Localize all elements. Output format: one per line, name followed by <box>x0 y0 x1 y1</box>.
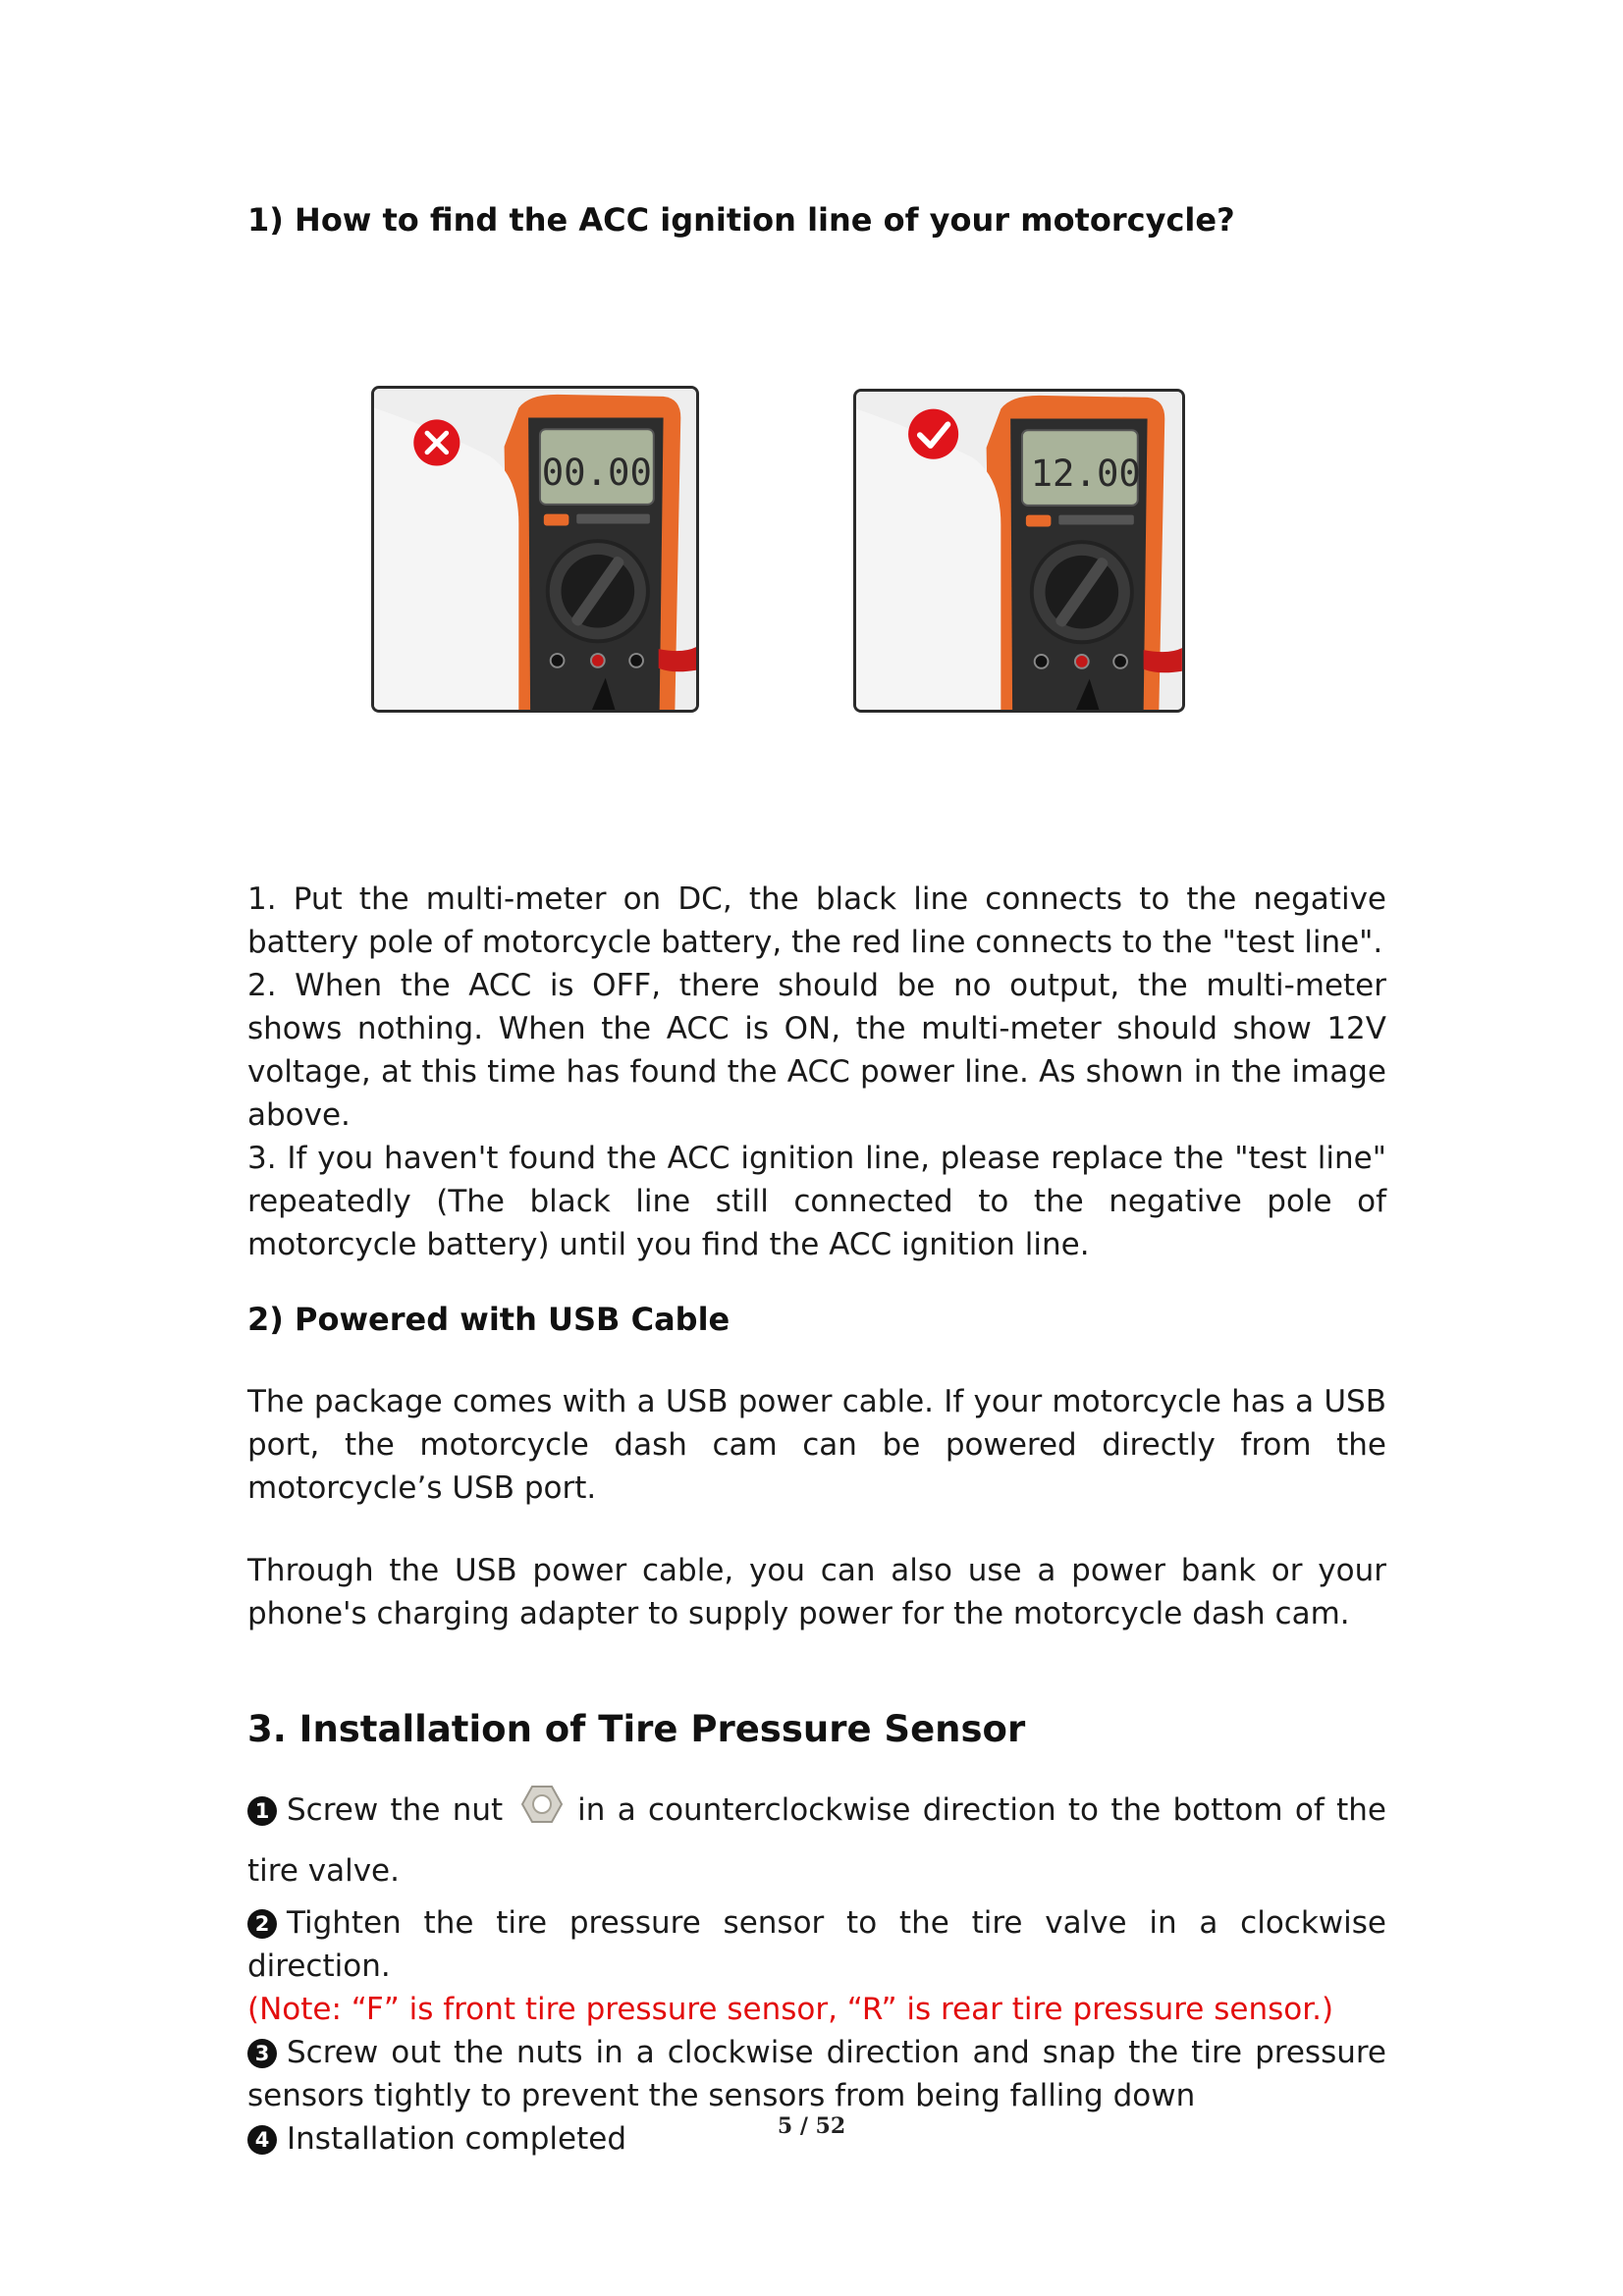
section-3-heading-wrap <box>247 1708 1386 1750</box>
power-bank-paragraph: Through the USB power cable, you can also use a power bank or your phone's charging adapter to supply power for the motorcycle dash cam. <box>247 1553 1386 1631</box>
tire-step-4-text: Installation completed <box>287 2121 627 2157</box>
step-badge-1: 1 <box>247 1796 277 1826</box>
nut-icon <box>520 1784 564 1823</box>
tire-step-1-text-a: Screw the nut <box>287 1792 504 1828</box>
step-badge-2: 2 <box>247 1909 277 1939</box>
section-1-step-1: 1. Put the multi-meter on DC, the black line connects to the negative battery pole of motorcycle battery, the red line connects to the "test line". <box>247 881 1386 960</box>
section-1-steps <box>247 878 1386 1266</box>
check-icon <box>908 409 958 459</box>
multimeter-image-wrong <box>371 386 699 713</box>
tire-step-2 <box>247 1901 1386 1988</box>
tire-step-1-text-b: in a counterclockwise direction to the bottom of the tire valve. <box>247 1792 1386 1889</box>
meter-display-text: 12.00 <box>1030 452 1141 496</box>
section-1-step-2: 2. When the ACC is OFF, there should be no output, the multi-meter shows nothing. When the ACC is ON, the multi-meter should show 12V voltage, at this time has found the ACC power line. As shown in the image above. <box>247 968 1386 1133</box>
section-3-heading: 3. Installation of Tire Pressure Sensor <box>247 1708 1026 1750</box>
step-badge-4: 4 <box>247 2125 277 2155</box>
tire-step-3 <box>247 2031 1386 2117</box>
section-1-step-3: 3. If you haven't found the ACC ignition line, please replace the "test line" repeatedly (The black line still connected to the negative pole of motorcycle battery) until you find the ACC ignition line. <box>247 1141 1386 1262</box>
multimeter-image-correct <box>853 389 1185 713</box>
page-number: 5 / 52 <box>777 2113 846 2139</box>
tire-step-3-text: Screw out the nuts in a clockwise direction and snap the tire pressure sensors tightly to prevent the sensors from being falling down <box>247 2035 1386 2113</box>
section-3-steps <box>247 1780 1386 2161</box>
tire-step-1 <box>247 1780 1386 1901</box>
section-1-heading: 1) How to find the ACC ignition line of your motorcycle? <box>247 201 1235 239</box>
section-2-heading: 2) Powered with USB Cable <box>247 1301 730 1338</box>
section-1-heading-wrap <box>247 201 1386 239</box>
tire-note: (Note: “F” is front tire pressure sensor, “R” is rear tire pressure sensor.) <box>247 1992 1334 2027</box>
section-2-paragraph-1 <box>247 1380 1386 1510</box>
section-2-paragraph-2 <box>247 1549 1386 1635</box>
usb-cable-paragraph: The package comes with a USB power cable. If your motorcycle has a USB port, the motorcycle dash cam can be powered directly from the motorcycle’s USB port. <box>247 1384 1386 1506</box>
tire-step-2-text: Tighten the tire pressure sensor to the tire valve in a clockwise direction. <box>247 1905 1386 1984</box>
meter-display-text: 00.00 <box>541 451 652 495</box>
section-2-heading-wrap <box>247 1301 1386 1338</box>
step-badge-3: 3 <box>247 2039 277 2068</box>
